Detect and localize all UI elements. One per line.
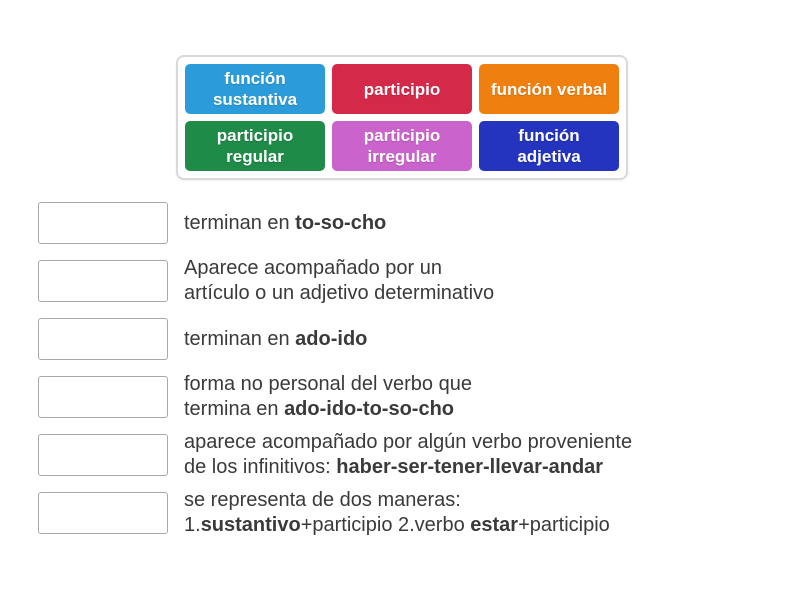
answer-slot[interactable] <box>38 434 168 476</box>
match-row <box>38 433 632 477</box>
tile-participio[interactable]: participio <box>332 64 472 114</box>
answer-slot[interactable] <box>38 318 168 360</box>
answer-slot[interactable] <box>38 202 168 244</box>
clue-text: aparece acompañado por algún verbo proveniente de los infinitivos: haber-ser-tener-llevar-andar <box>184 431 633 478</box>
match-list <box>38 201 632 549</box>
match-row <box>38 375 632 419</box>
tile-participio-irregular[interactable]: participio irregular <box>332 121 472 171</box>
clue-text: Aparece acompañado por un artículo o un adjetivo determinativo <box>184 257 495 304</box>
match-row <box>38 201 632 245</box>
match-row <box>38 491 632 535</box>
clue-text: forma no personal del verbo que termina en ado-ido-to-so-cho <box>184 373 472 420</box>
answer-slot[interactable] <box>38 376 168 418</box>
tile-funcion-sustantiva[interactable]: función sustantiva <box>185 64 325 114</box>
tile-participio-regular[interactable]: participio regular <box>185 121 325 171</box>
tile-funcion-adjetiva[interactable]: función adjetiva <box>479 121 619 171</box>
clue-text: terminan en ado-ido <box>184 327 368 350</box>
answer-slot[interactable] <box>38 492 168 534</box>
tile-board <box>176 55 628 180</box>
clue-text: terminan en to-so-cho <box>184 211 387 234</box>
tile-funcion-verbal[interactable]: función verbal <box>479 64 619 114</box>
match-row <box>38 259 632 303</box>
match-row <box>38 317 632 361</box>
clue-text: se representa de dos maneras: 1.sustantivo+participio 2.verbo estar+participio <box>184 489 610 536</box>
answer-slot[interactable] <box>38 260 168 302</box>
